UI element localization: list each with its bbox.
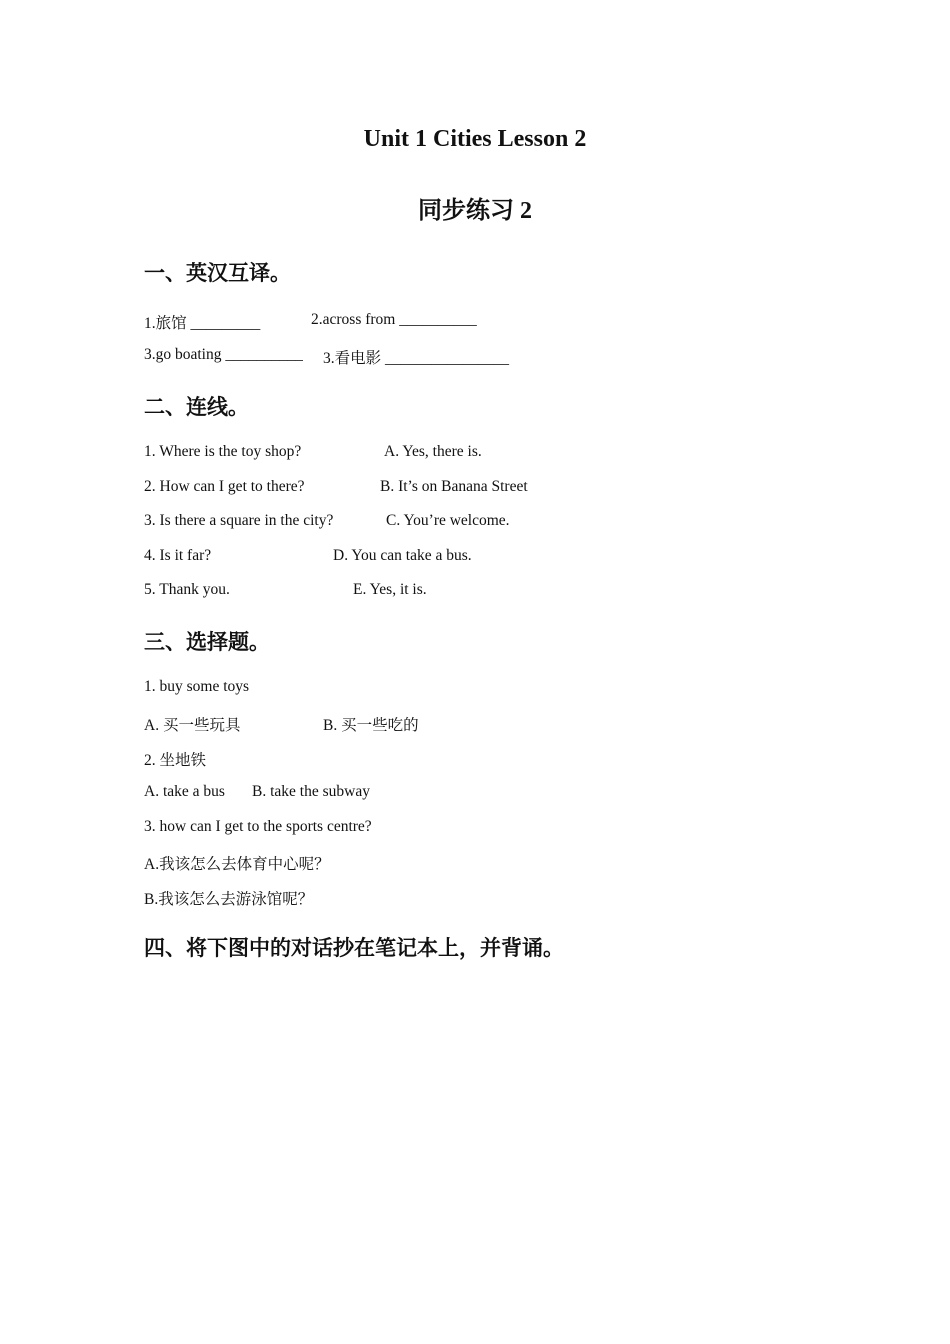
- match-answer-d: D. You can take a bus.: [333, 547, 472, 564]
- match-question-1: 1. Where is the toy shop?: [144, 443, 302, 460]
- section-2-heading: 二、连线。: [144, 394, 249, 419]
- choice-2-option-b: B. take the subway: [252, 783, 370, 800]
- translation-item-1: 1.旅馆 _________: [144, 315, 261, 332]
- match-question-2: 2. How can I get to there?: [144, 478, 305, 495]
- choice-1-option-a: A. 买一些玩具: [144, 717, 241, 734]
- choice-question-1: 1. buy some toys: [144, 678, 250, 695]
- section-4-heading: 四、将下图中的对话抄在笔记本上，并背诵。: [144, 935, 564, 960]
- match-question-3: 3. Is there a square in the city?: [144, 512, 334, 529]
- choice-question-2: 2. 坐地铁: [144, 752, 207, 769]
- page-title: Unit 1 Cities Lesson 2: [363, 126, 587, 152]
- translation-item-4: 3.看电影 ________________: [323, 350, 510, 367]
- translation-item-2: 2.across from __________: [311, 311, 477, 328]
- choice-question-3: 3. how can I get to the sports centre?: [144, 818, 372, 835]
- choice-1-option-b: B. 买一些吃的: [323, 717, 419, 734]
- page-subtitle: 同步练习 2: [418, 198, 532, 224]
- choice-2-option-a: A. take a bus: [144, 783, 225, 800]
- match-answer-b: B. It’s on Banana Street: [380, 478, 528, 495]
- section-3-heading: 三、选择题。: [144, 629, 270, 654]
- match-answer-e: E. Yes, it is.: [353, 581, 427, 598]
- match-question-5: 5. Thank you.: [144, 581, 230, 598]
- section-1-heading: 一、英汉互译。: [144, 260, 291, 285]
- translation-item-3: 3.go boating __________: [144, 346, 303, 363]
- match-question-4: 4. Is it far?: [144, 547, 212, 564]
- choice-3-option-a: A.我该怎么去体育中心呢？: [144, 856, 330, 873]
- match-answer-c: C. You’re welcome.: [386, 512, 510, 529]
- choice-3-option-b: B.我该怎么去游泳馆呢？: [144, 891, 314, 908]
- match-answer-a: A. Yes, there is.: [384, 443, 482, 460]
